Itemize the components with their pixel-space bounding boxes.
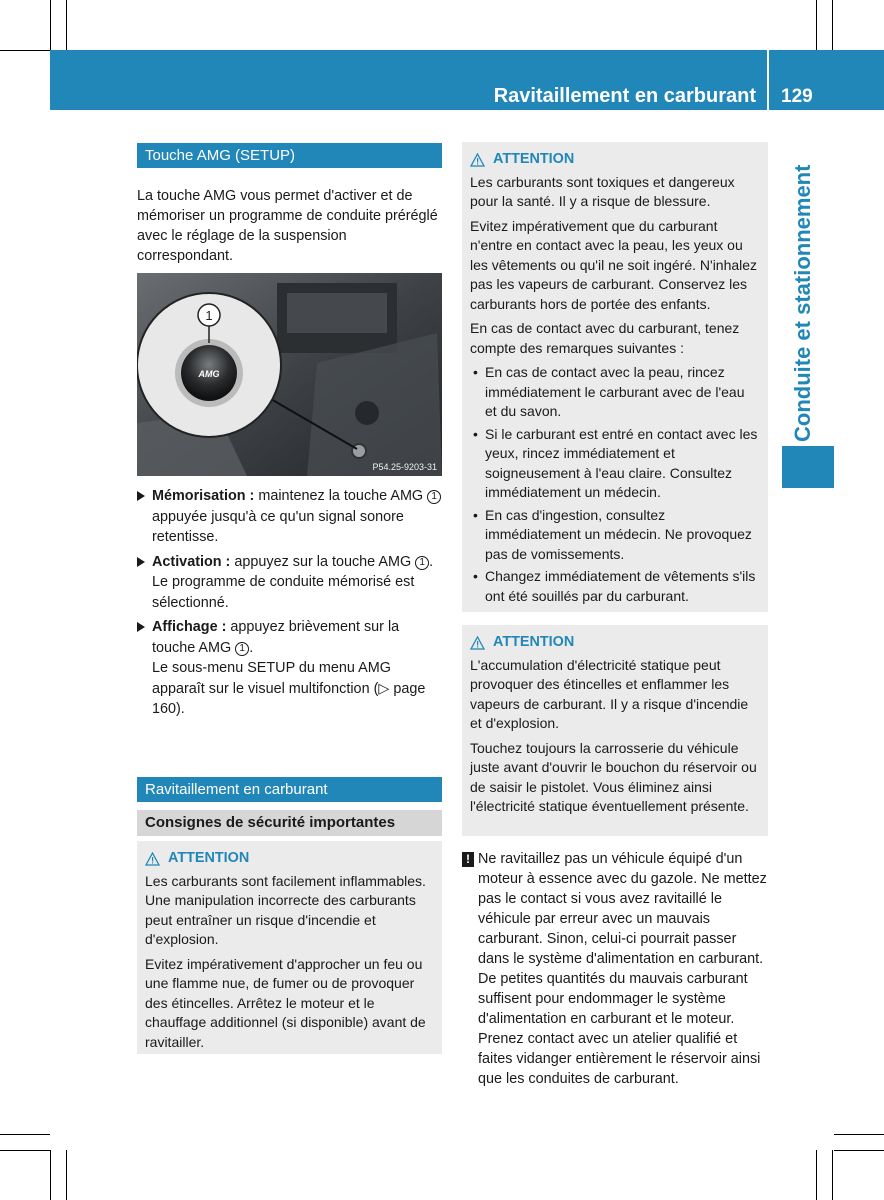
crop-mark	[0, 1134, 50, 1135]
chapter-tab-marker	[782, 446, 834, 488]
crop-mark	[816, 1150, 817, 1200]
warning-heading	[470, 150, 760, 170]
caution-note-text: Ne ravitaillez pas un véhicule équipé d'un moteur à essence avec du gazole. Ne mettez pas le contact si vous avez ravitaillé le véhicule par erreur avec un mauvais carburant. Sinon, celui-ci pourrait passer dans le système d'alimentation en carburant. De petites quantités du mauvais carburant suffisent pour endommager le système d'alimentation en carburant et le moteur. Prenez contact avec un atelier qualifié et faites vidanger entièrement le réservoir ainsi que les conduites de carburant.	[478, 851, 767, 1087]
step-result-page-ref[interactable]: Le sous-menu SETUP du menu AMG apparaît sur le visuel multifonction (▷ page 160).	[152, 660, 426, 717]
photo-callout-number: 1	[205, 308, 213, 323]
warning-paragraph: Touchez toujours la carrosserie du véhicule juste avant d'ouvrir le bouchon du réservoir ou de saisir le pistolet. Vous éliminez ainsi l'électricité statique éventuellement présente.	[470, 739, 757, 814]
crop-mark	[0, 1150, 50, 1151]
intro-paragraph: La touche AMG vous permet d'activer et de mémoriser un programme de conduite préréglé avec le réglage de la suspension correspondant.	[137, 188, 438, 264]
warning-heading	[470, 633, 760, 653]
warning-paragraph: Evitez impérativement que du carburant n'entre en contact avec la peau, les yeux ou les vêtements ou qu'il ne soit ingéré. N'inhalez pas les vapeurs de carburant. Conservez les carburants hors de portée des enfants.	[470, 217, 758, 312]
crop-mark	[832, 1150, 833, 1200]
crop-mark	[0, 50, 50, 51]
amg-button-label: AMG	[198, 369, 220, 379]
subsection-heading-safety: Consignes de sécurité importantes	[137, 810, 442, 836]
list-item: • En cas de contact avec la peau, rincez immédiatement le carburant avec de l'eau et du savon.	[470, 363, 760, 422]
page-title: Ravitaillement en carburant	[493, 85, 756, 107]
amg-photo-illustration	[137, 273, 442, 476]
step-label: Activation :	[152, 553, 231, 570]
step-activation	[137, 552, 442, 614]
crop-mark	[832, 0, 833, 50]
crop-mark	[50, 0, 51, 50]
step-arrow-icon	[137, 557, 145, 567]
step-text: appuyez brièvement sur la touche AMG	[152, 619, 400, 656]
exclamation-icon: !	[462, 852, 474, 867]
warning-heading-label: ATTENTION	[168, 850, 250, 866]
warning-paragraph: Evitez impérativement d'approcher un feu ou une flamme nue, de fumer ou de provoquer des étincelles. Arrêtez le moteur et le chauffage additionnel (si disponible) avant de ravitailler.	[145, 955, 426, 1050]
warning-paragraph: Les carburants sont facilement inflammables. Une manipulation incorrecte des carburants peut entraîner un risque d'incendie et d'explosion.	[145, 872, 426, 947]
crop-mark	[816, 0, 817, 50]
step-arrow-icon	[137, 491, 145, 501]
step-label: Affichage :	[152, 619, 227, 635]
instruction-steps	[137, 486, 442, 724]
crop-mark	[834, 1134, 884, 1135]
step-text: appuyée jusqu'à ce qu'un signal sonore retentisse.	[152, 508, 404, 545]
step-text: maintenez la touche AMG	[258, 488, 424, 504]
warning-triangle-icon	[470, 636, 485, 650]
step-affichage	[137, 617, 442, 720]
crop-mark	[50, 1150, 51, 1200]
warning-triangle-icon	[470, 153, 485, 167]
section-heading-amg-setup: Touche AMG (SETUP)	[137, 143, 442, 168]
warning-heading-label: ATTENTION	[493, 151, 575, 167]
warning-paragraph: En cas de contact avec du carburant, tenez compte des remarques suivantes :	[470, 320, 740, 356]
header-separator	[767, 0, 769, 110]
warning-box-static	[462, 625, 768, 836]
step-label: Mémorisation :	[152, 488, 255, 504]
callout-ref-icon: 1	[235, 642, 249, 656]
step-text: appuyez sur la touche AMG	[234, 553, 412, 570]
step-text: .	[429, 553, 434, 570]
callout-ref-icon: 1	[427, 490, 441, 504]
callout-ref-icon: 1	[415, 556, 429, 570]
warning-heading	[145, 849, 434, 869]
warning-box-toxic	[462, 142, 768, 612]
page-header-bar	[50, 50, 884, 110]
warning-paragraph: Les carburants sont toxiques et dangereux pour la santé. Il y a risque de blessure.	[470, 173, 735, 209]
crop-mark	[834, 1150, 884, 1151]
chapter-tab-label: Conduite et stationnement	[790, 164, 815, 442]
list-item: • En cas d'ingestion, consultez immédiatement un médecin. Ne provoquez pas de vomissements.	[470, 506, 760, 565]
step-result: Le programme de conduite mémorisé est sélectionné.	[152, 574, 415, 611]
list-item: • Changez immédiatement de vêtements s'ils ont été souillés par du carburant.	[470, 567, 760, 606]
list-item: • Si le carburant est entré en contact avec les yeux, rincez immédiatement et soigneusement à l'eau claire. Consultez immédiatement un médecin.	[470, 425, 760, 503]
step-arrow-icon	[137, 622, 145, 632]
warning-bullet-list	[470, 363, 760, 606]
step-text: .	[249, 639, 254, 656]
warning-paragraph: L'accumulation d'électricité statique peut provoquer des étincelles et enflammer les vapeurs de carburant. Il y a risque d'incendie et d'explosion.	[470, 656, 749, 731]
crop-mark	[66, 1150, 67, 1200]
photo-caption: P54.25-9203-31	[372, 462, 437, 472]
section-heading-refuelling: Ravitaillement en carburant	[137, 777, 442, 802]
amg-button-photo	[137, 273, 442, 476]
caution-note	[462, 849, 768, 1089]
warning-heading-label: ATTENTION	[493, 634, 575, 650]
page-number: 129	[781, 86, 813, 107]
crop-mark	[66, 0, 67, 50]
step-memorisation	[137, 486, 442, 548]
warning-box-flammable	[137, 841, 442, 1054]
warning-triangle-icon	[145, 852, 160, 866]
